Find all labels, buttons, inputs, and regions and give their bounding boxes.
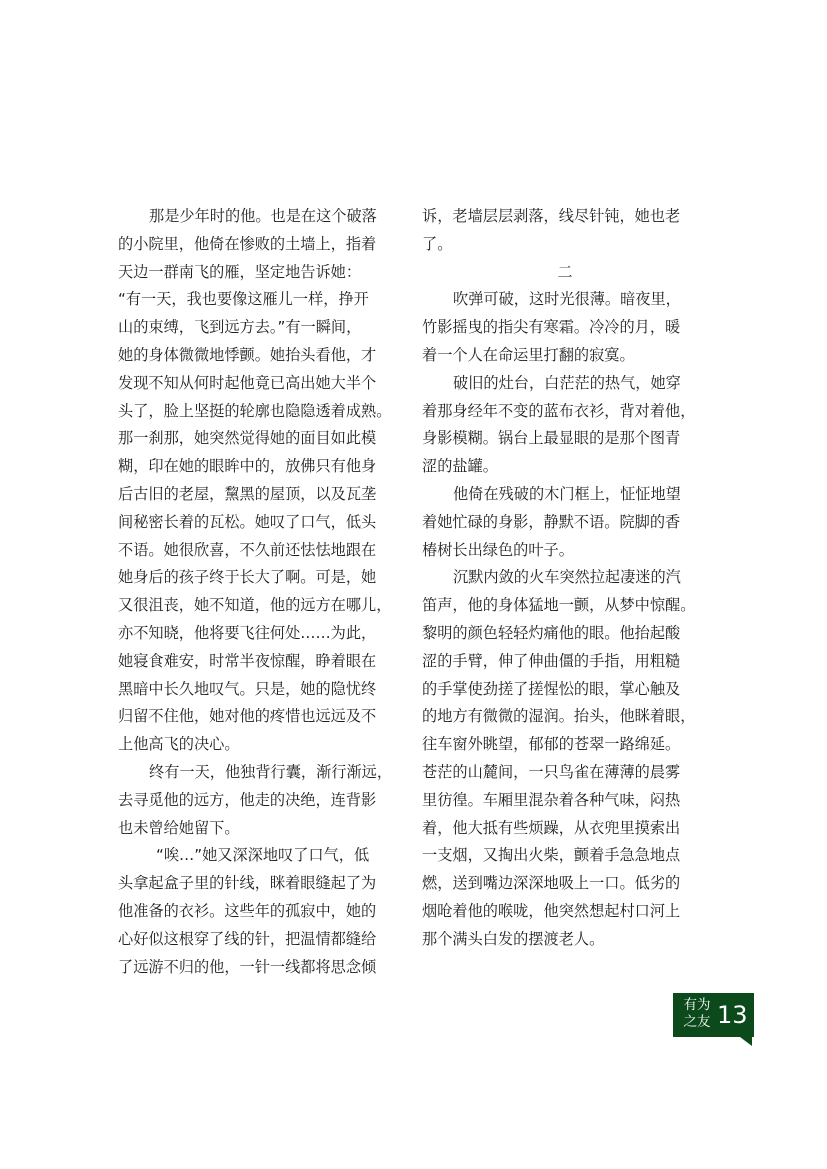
text-line: 不语。她很欣喜，不久前还怯怯地跟在: [118, 540, 377, 559]
article-right-column: [422, 203, 708, 954]
text-line: 着一个人在命运里打翻的寂寞。: [422, 345, 635, 364]
text-line: 天边一群南飞的雁，坚定地告诉她：: [118, 262, 361, 281]
text-line: 那一刹那，她突然觉得她的面目如此模: [118, 429, 377, 448]
text-line: 她寝食难安，时常半夜惊醒，睁着眼在: [118, 651, 377, 670]
text-line: 笛声，他的身体猛地一颤，从梦中惊醒。: [422, 596, 696, 615]
text-line: 她身后的孩子终于长大了啊。可是，她: [118, 568, 377, 587]
text-line: 他准备的衣衫。这些年的孤寂中，她的: [118, 901, 377, 920]
text-line: 的手掌使劲搓了搓惺忪的眼，掌心触及: [422, 679, 681, 698]
text-line: 吹弹可破，这时光很薄。暗夜里，: [453, 290, 681, 309]
text-line: 竹影摇曳的指尖有寒霜。冷冷的月，暖: [422, 318, 681, 337]
text-line: 后古旧的老屋，黧黑的屋顶，以及瓦垄: [118, 484, 377, 503]
text-line: 涩的手臂，伸了伸曲僵的手指，用粗糙: [422, 651, 681, 670]
magazine-name: [681, 997, 713, 1031]
text-line: 黑暗中长久地叹气。只是，她的隐忧终: [118, 679, 377, 698]
text-line: 烟呛着他的喉咙，他突然想起村口河上: [422, 901, 681, 920]
text-line: 归留不住他，她对他的疼惜也远远及不: [118, 707, 377, 726]
text-line: 椿树长出绿色的叶子。: [422, 540, 574, 559]
page-number: 13: [717, 1001, 748, 1029]
text-line: 头拿起盒子里的针线，眯着眼缝起了为: [118, 874, 377, 893]
text-line: 苍茫的山麓间，一只鸟雀在薄薄的晨雾: [422, 762, 681, 781]
text-line: 那个满头白发的摆渡老人。: [422, 929, 605, 948]
page-badge: [673, 993, 754, 1037]
magazine-name-line2: 之友: [683, 1014, 711, 1030]
text-line: 亦不知晓，他将要飞往何处……为此，: [118, 623, 377, 642]
section-heading: 二: [557, 262, 573, 281]
text-line: 着那身经年不变的蓝布衣衫，背对着他，: [422, 401, 696, 420]
text-line: 身影模糊。锅台上最显眼的是那个图青: [422, 429, 681, 448]
text-line: 破旧的灶台，白茫茫的热气，她穿: [453, 373, 681, 392]
text-line: “唉…”她又深深地叹了口气，低: [156, 846, 370, 865]
text-line: 也未曾给她留下。: [118, 818, 240, 837]
text-line: 黎明的颜色轻轻灼痛他的眼。他抬起酸: [422, 623, 681, 642]
text-line: 她的身体微微地悸颤。她抬头看他，才: [118, 345, 377, 364]
text-line: 又很沮丧，她不知道，他的远方在哪儿，: [118, 596, 392, 615]
text-line: 着，他大抵有些烦躁，从衣兜里摸索出: [422, 818, 681, 837]
text-line: 涩的盐罐。: [422, 457, 498, 476]
magazine-name-line1: 有为: [683, 997, 711, 1013]
text-line: 头了，脸上坚挺的轮廓也隐隐透着成熟。: [118, 401, 392, 420]
text-line: 去寻觅他的远方，他走的决绝，连背影: [118, 790, 377, 809]
text-line: “有一天，我也要像这雁儿一样，挣开: [118, 290, 369, 309]
text-line: 上他高飞的决心。: [118, 735, 240, 754]
text-line: 一支烟，又掏出火柴，颤着手急急地点: [422, 846, 681, 865]
text-line: 往车窗外眺望，郁郁的苍翠一路绵延。: [422, 735, 681, 754]
text-line: 的小院里，他倚在惨败的土墙上，指着: [118, 234, 377, 253]
text-line: 了。: [422, 234, 453, 253]
text-line: 发现不知从何时起他竟已高出她大半个: [118, 373, 377, 392]
text-line: 着她忙碌的身影，静默不语。院脚的香: [422, 512, 681, 531]
text-line: 那是少年时的他。也是在这个破落: [149, 207, 377, 225]
text-line: 山的束缚，飞到远方去。”有一瞬间，: [118, 318, 362, 337]
article-left-column: [118, 203, 404, 981]
text-line: 终有一天，他独背行囊，渐行渐远，: [149, 762, 392, 781]
text-line: 了远游不归的他，一针一线都将思念倾: [118, 957, 377, 976]
text-line: 他倚在残破的木门框上，怔怔地望: [453, 484, 681, 503]
text-line: 里彷徨。车厢里混杂着各种气味，闷热: [422, 790, 681, 809]
text-line: 燃，送到嘴边深深地吸上一口。低劣的: [422, 874, 681, 893]
text-line: 沉默内敛的火车突然拉起凄迷的汽: [453, 568, 681, 587]
text-line: 诉，老墙层层剥落，线尽针钝，她也老: [422, 207, 681, 225]
text-line: 的地方有微微的湿润。抬头，他眯着眼，: [422, 707, 696, 726]
text-line: 间秘密长着的瓦松。她叹了口气，低头: [118, 512, 377, 531]
text-line: 心好似这根穿了线的针，把温情都缝给: [118, 929, 377, 948]
badge-tail: [740, 1037, 752, 1046]
text-line: 糊，印在她的眼眸中的，放佛只有他身: [118, 457, 377, 476]
